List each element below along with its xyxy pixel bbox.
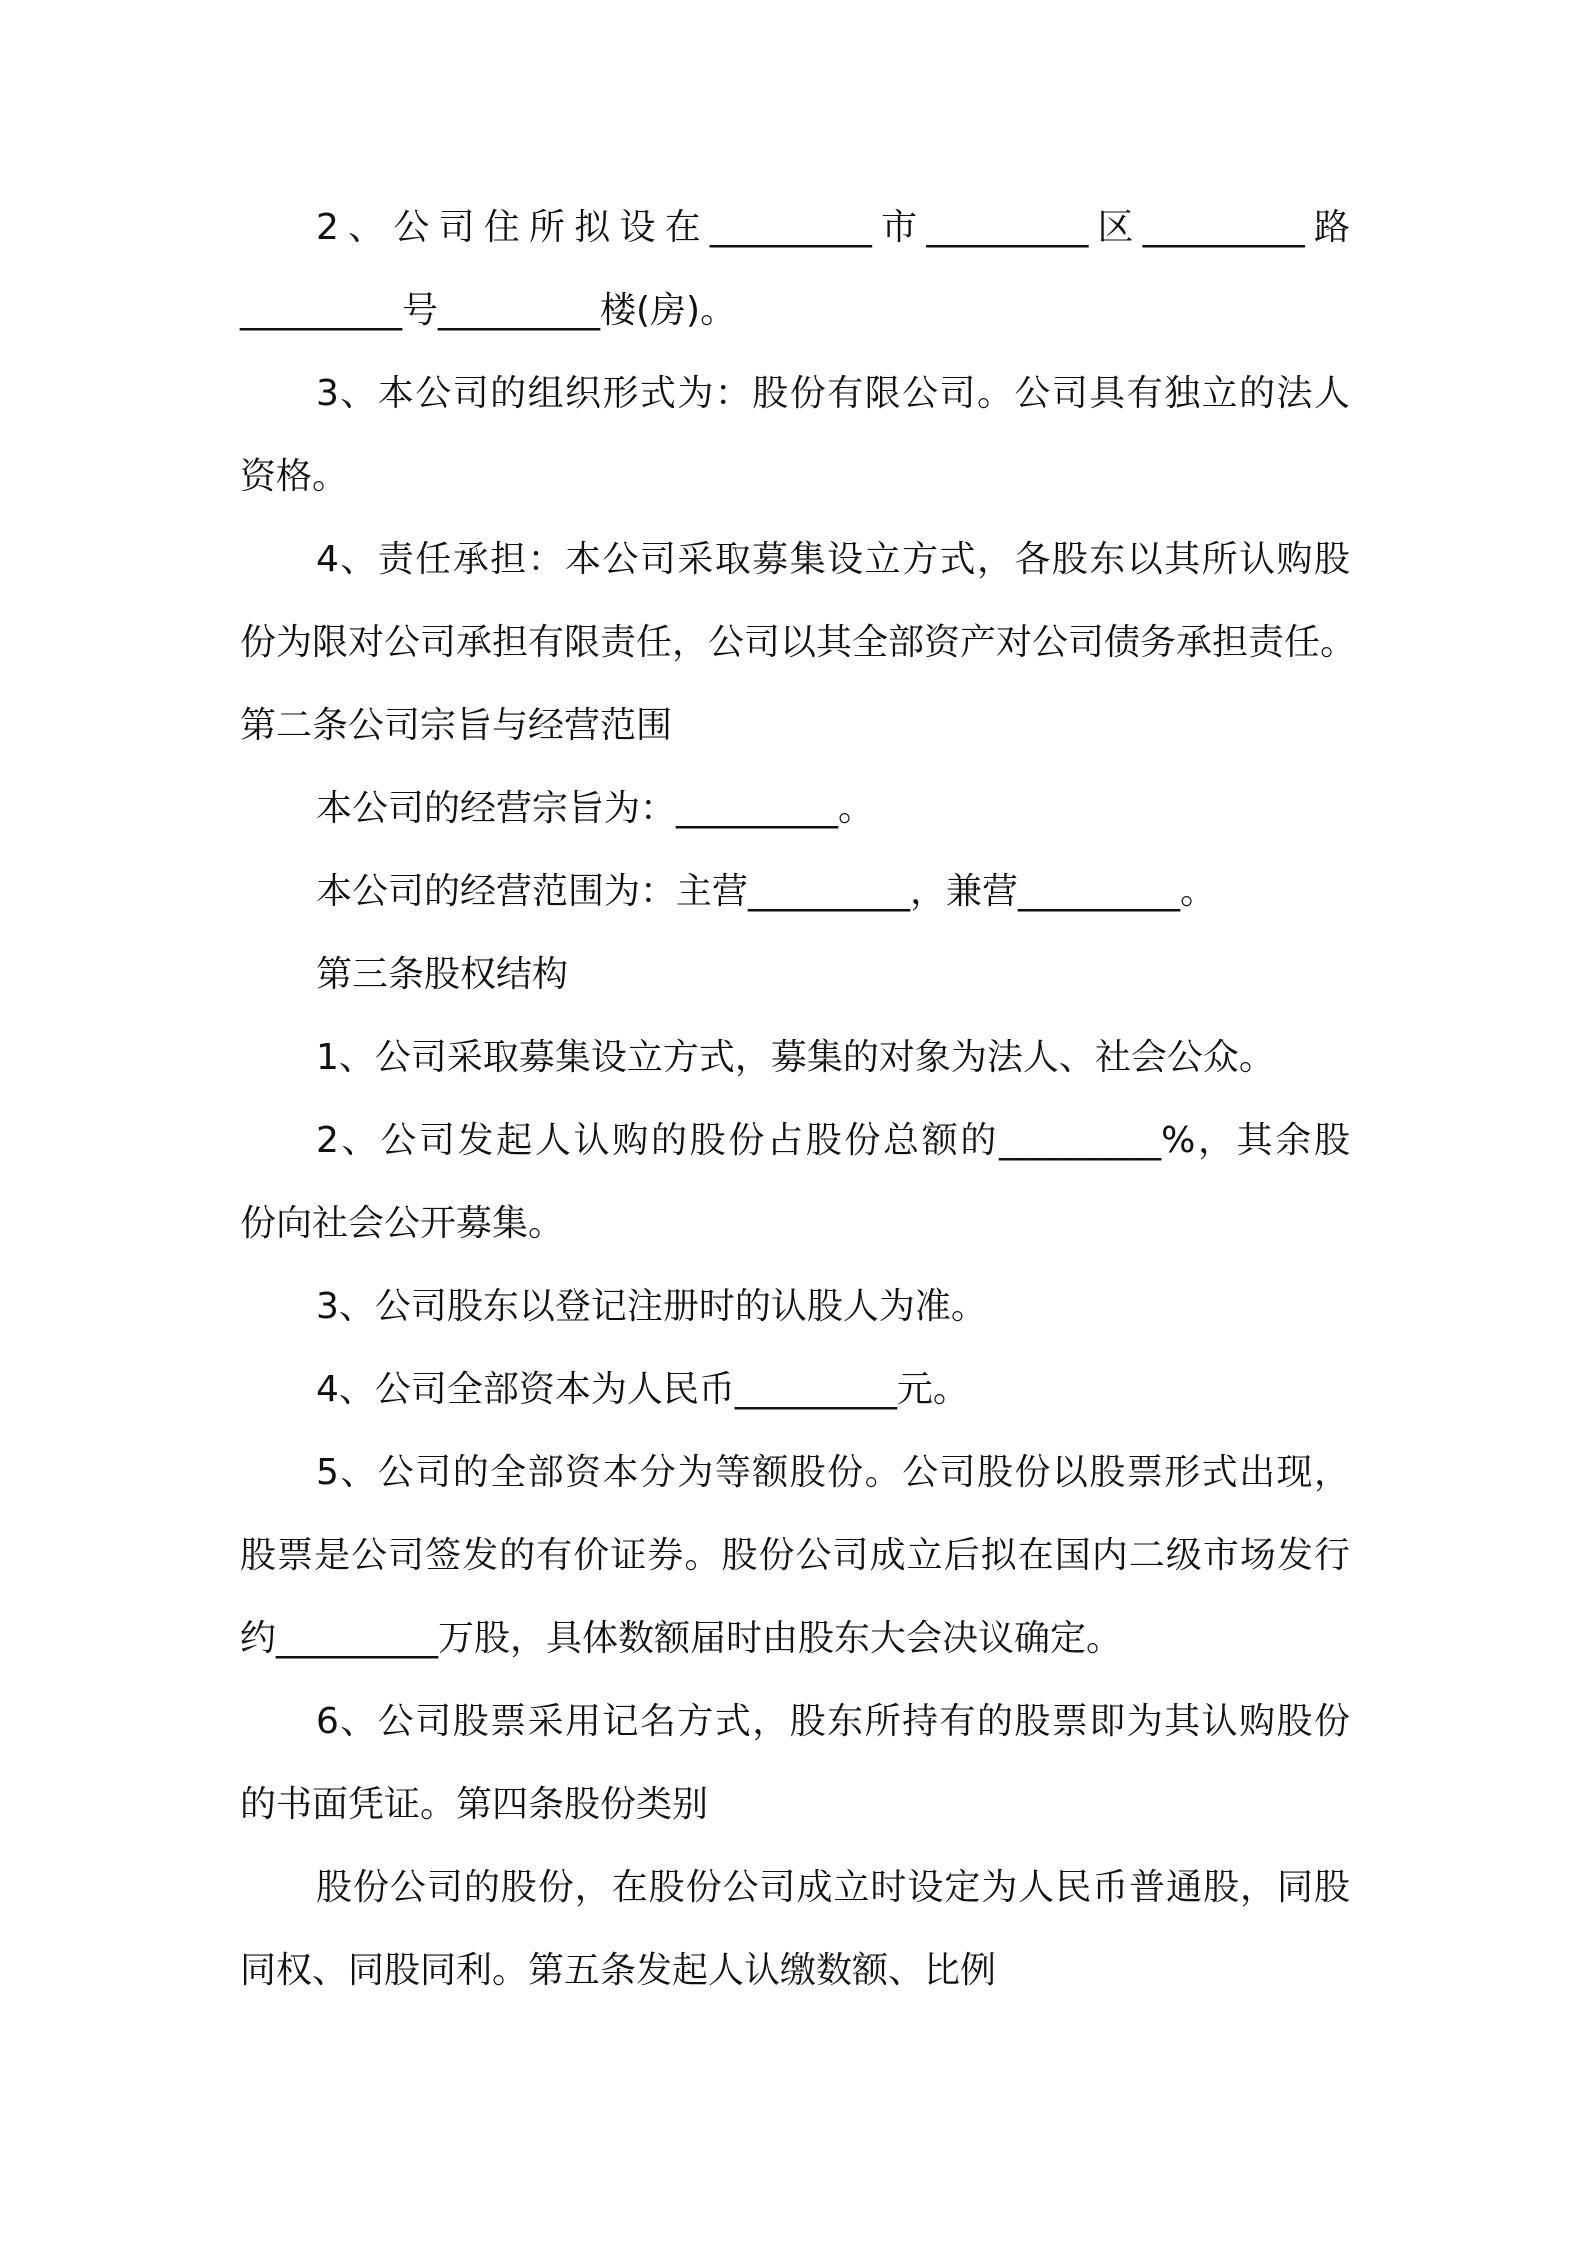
paragraph-line: 份为限对公司承担有限责任，公司以其全部资产对公司债务承担责任。: [240, 622, 1357, 663]
paragraph-line: 2、公司住所拟设在_________市_________区_________路: [316, 207, 1350, 248]
section-heading: 第二条公司宗旨与经营范围: [240, 705, 673, 746]
paragraph-line: 本公司的经营宗旨为：_________。: [316, 788, 875, 829]
paragraph-line: 资格。: [240, 456, 349, 497]
paragraph-line: 2、公司发起人认购的股份占股份总额的_________%，其余股: [316, 1120, 1350, 1161]
paragraph-line: 股票是公司签发的有价证券。股份公司成立后拟在国内二级市场发行: [240, 1535, 1350, 1576]
paragraph-line: 1、公司采取募集设立方式，募集的对象为法人、社会公众。: [316, 1037, 1275, 1078]
paragraph-line: _________号_________楼(房)。: [240, 290, 737, 331]
paragraph-line: 4、公司全部资本为人民币_________元。: [316, 1369, 969, 1410]
paragraph-line: 同权、同股同利。第五条发起人认缴数额、比例: [240, 1950, 997, 1991]
paragraph-line: 4、责任承担：本公司采取募集设立方式，各股东以其所认购股: [316, 539, 1350, 580]
paragraph-line: 3、公司股东以登记注册时的认股人为准。: [316, 1286, 987, 1327]
paragraph-line: 5、公司的全部资本分为等额股份。公司股份以股票形式出现，: [316, 1452, 1350, 1493]
paragraph-line: 6、公司股票采用记名方式，股东所持有的股票即为其认购股份: [316, 1701, 1350, 1742]
paragraph-line: 的书面凭证。第四条股份类别: [240, 1784, 709, 1825]
paragraph-line: 本公司的经营范围为：主营_________，兼营_________。: [316, 871, 1217, 912]
paragraph-line: 份向社会公开募集。: [240, 1203, 565, 1244]
paragraph-line: 约_________万股，具体数额届时由股东大会决议确定。: [240, 1618, 1123, 1659]
paragraph-line: 股份公司的股份，在股份公司成立时设定为人民币普通股，同股: [316, 1867, 1350, 1908]
section-heading: 第三条股权结构: [316, 954, 569, 995]
paragraph-line: 3、本公司的组织形式为：股份有限公司。公司具有独立的法人: [316, 373, 1350, 414]
